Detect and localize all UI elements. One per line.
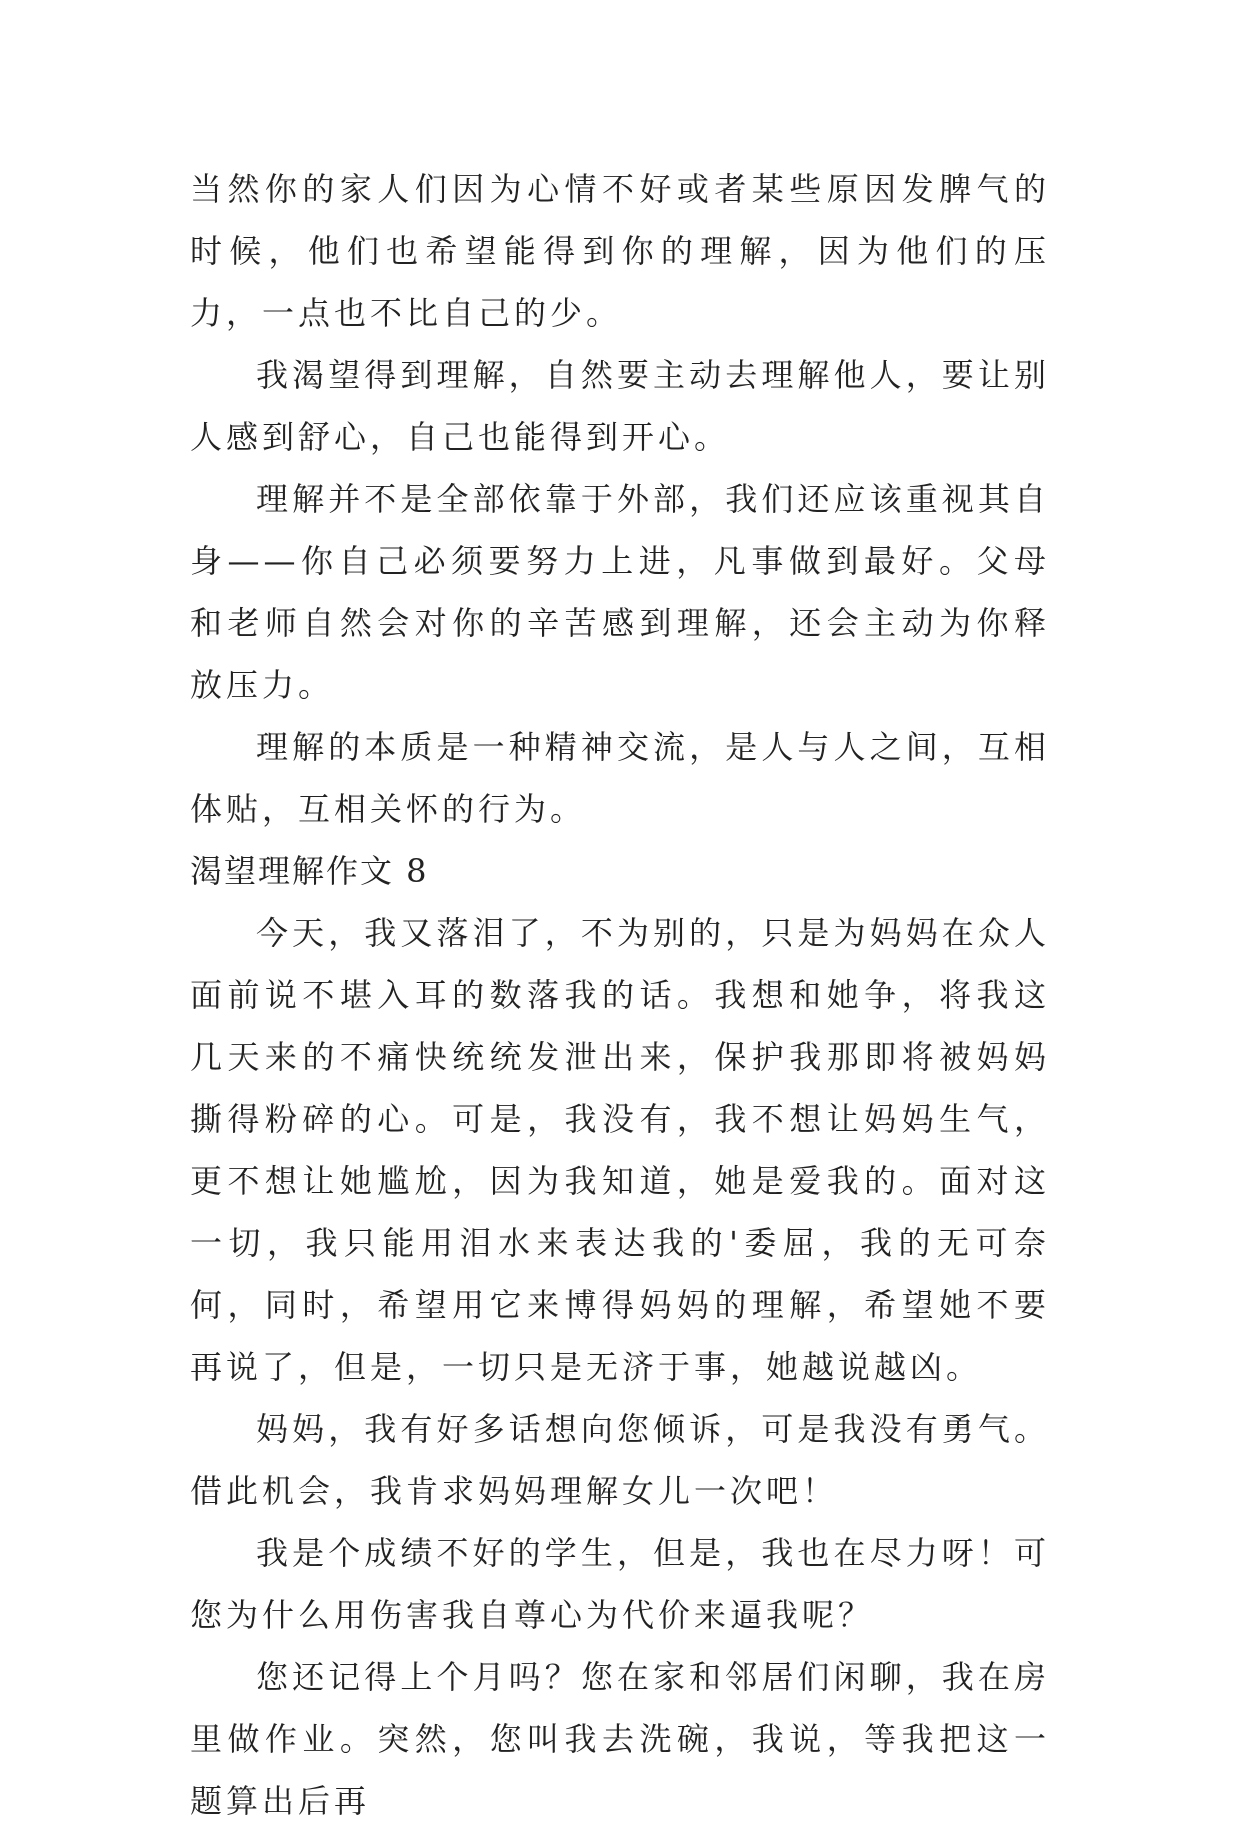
paragraph-4: 理解的本质是一种精神交流，是人与人之间，互相体贴，互相关怀的行为。 — [190, 728, 1050, 828]
paragraph-1: 当然你的家人们因为心情不好或者某些原因发脾气的时候，他们也希望能得到你的理解，因为他们的压力，一点也不比自己的少。 — [190, 170, 1050, 332]
paragraph-6: 妈妈，我有好多话想向您倾诉，可是我没有勇气。借此机会，我肯求妈妈理解女儿一次吧！ — [190, 1410, 1050, 1510]
paragraph-8: 您还记得上个月吗？您在家和邻居们闲聊，我在房里做作业。突然，您叫我去洗碗，我说，等我把这一题算出后再 — [190, 1658, 1050, 1820]
paragraph-7: 我是个成绩不好的学生，但是，我也在尽力呀！可您为什么用伤害我自尊心为代价来逼我呢？ — [190, 1534, 1050, 1634]
document-body — [190, 158, 1050, 1832]
paragraph-2: 我渴望得到理解，自然要主动去理解他人，要让别人感到舒心，自己也能得到开心。 — [190, 356, 1050, 456]
paragraph-5: 今天，我又落泪了，不为别的，只是为妈妈在众人面前说不堪入耳的数落我的话。我想和她争，将我这几天来的不痛快统统发泄出来，保护我那即将被妈妈撕得粉碎的心。可是，我没有，我不想让妈妈生气，更不想让她尴尬，因为我知道，她是爱我的。面对这一切，我只能用泪水来表达我的'委屈，我的无可奈何，同时，希望用它来博得妈妈的理解，希望她不要再说了，但是，一切只是无济于事，她越说越凶。 — [190, 914, 1050, 1386]
paragraph-3: 理解并不是全部依靠于外部，我们还应该重视其自身——你自己必须要努力上进，凡事做到最好。父母和老师自然会对你的辛苦感到理解，还会主动为你释放压力。 — [190, 480, 1050, 704]
essay-heading: 渴望理解作文 8 — [190, 852, 429, 890]
